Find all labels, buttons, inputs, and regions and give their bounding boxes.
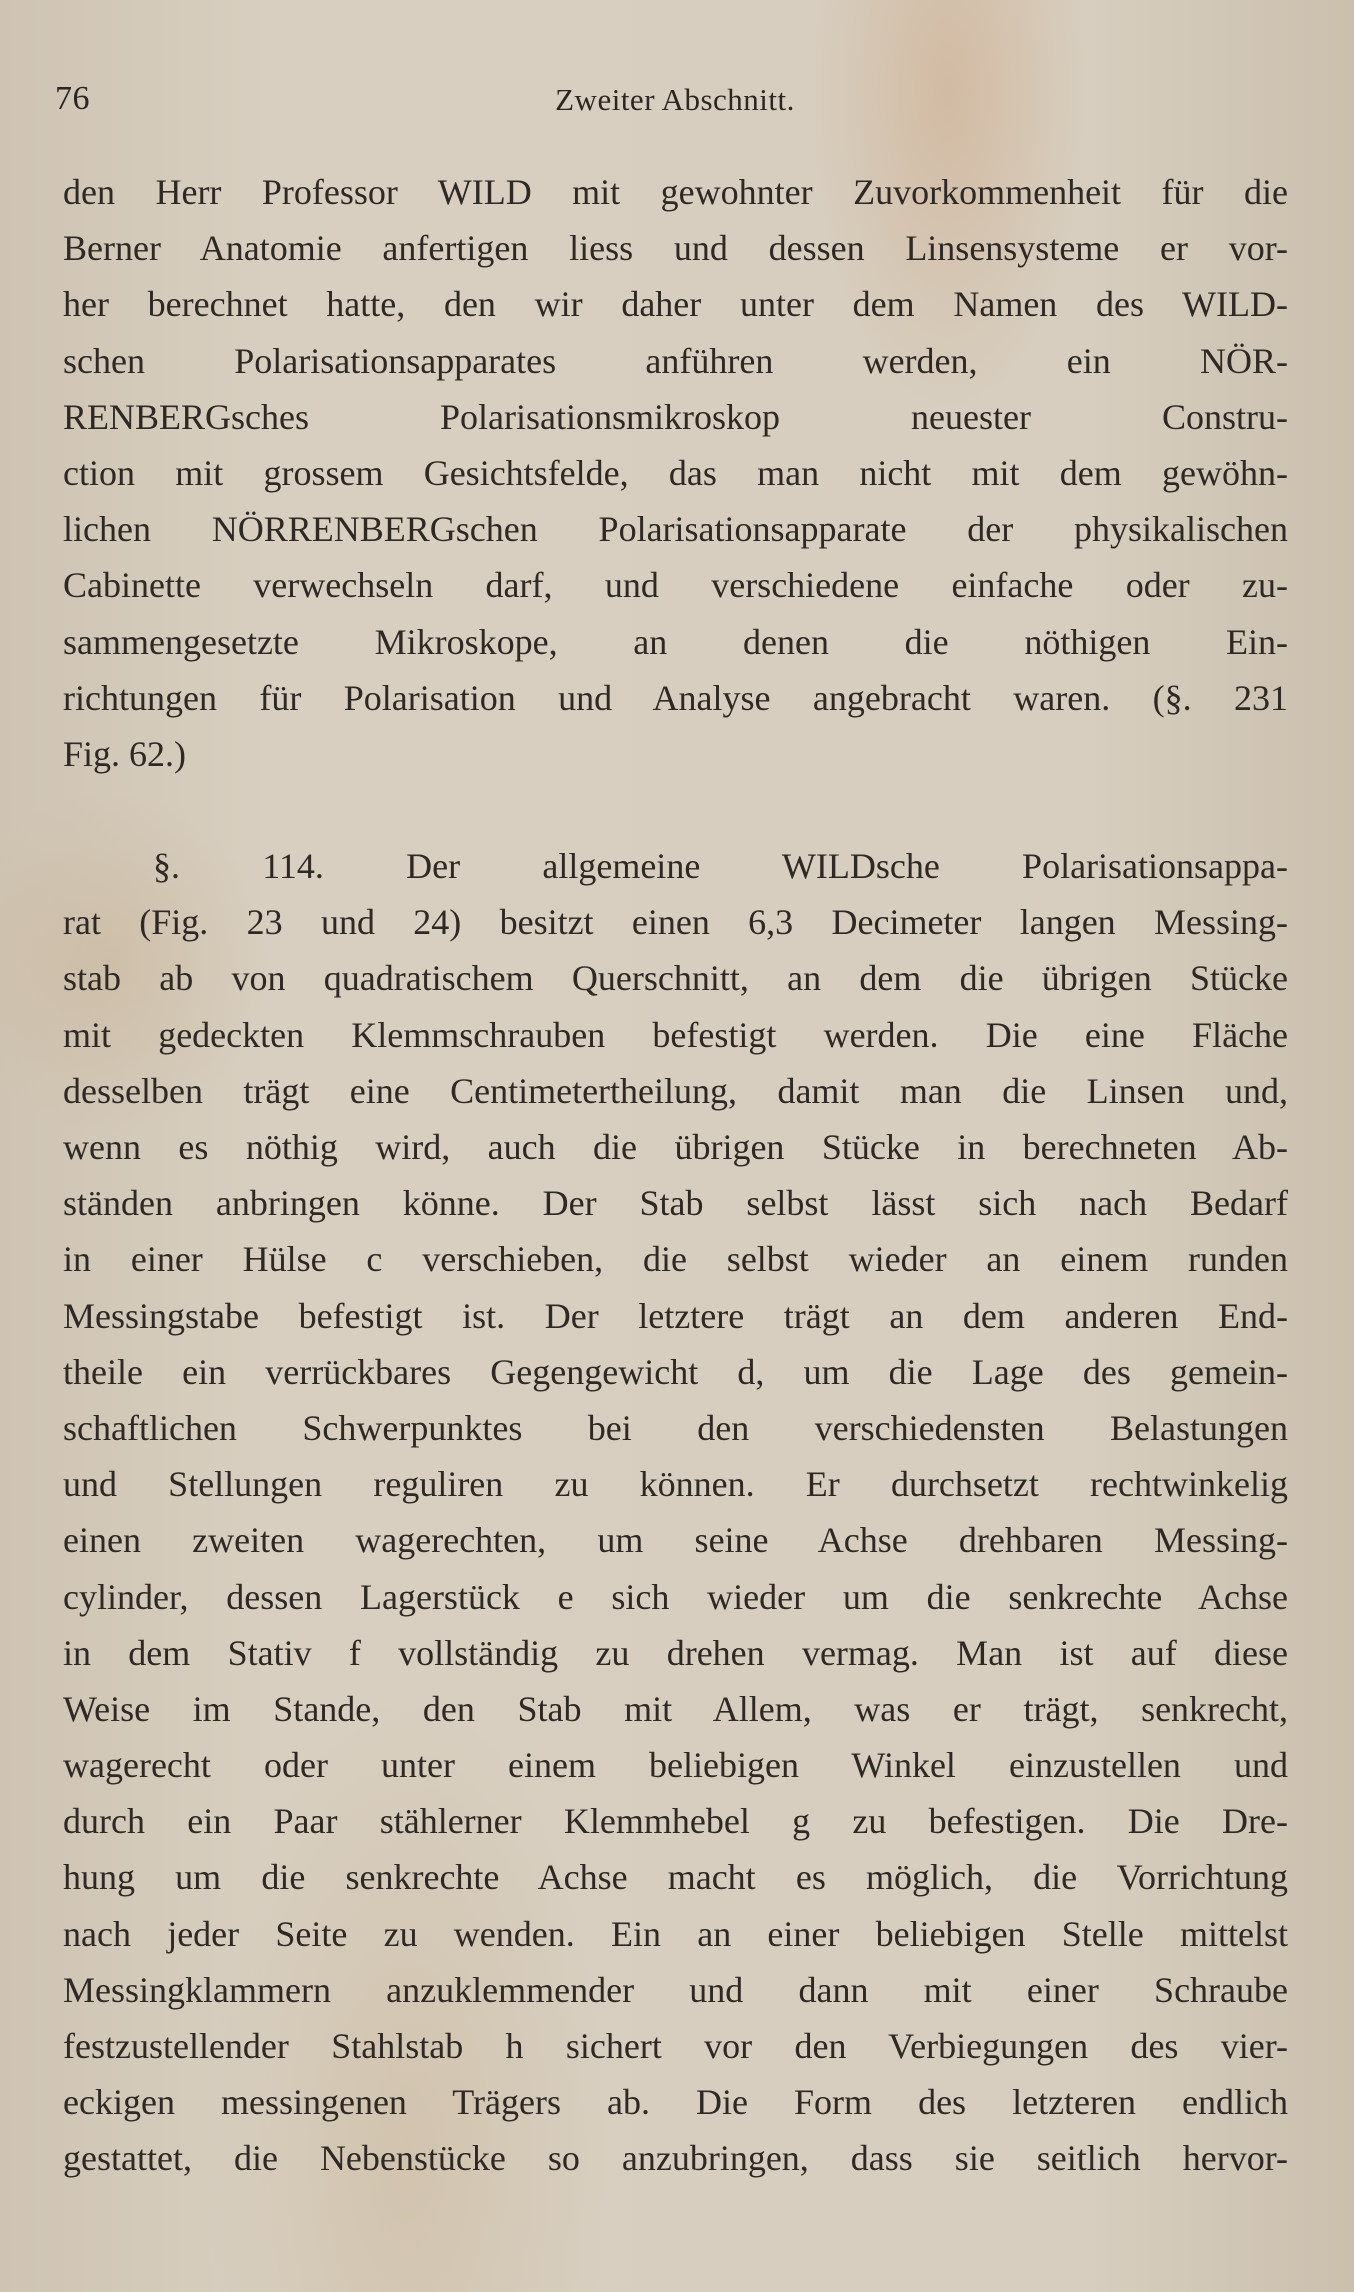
text-line: gestattet, die Nebenstücke so anzubringen, dass sie seitlich hervor-: [63, 2138, 1288, 2179]
text-line: Weise im Stande, den Stab mit Allem, was er trägt, senkrecht,: [63, 1688, 1288, 1729]
text-line: §. 114. Der allgemeine WILDsche Polarisationsappa-: [153, 846, 1288, 887]
text-line: festzustellender Stahlstab h sichert vor den Verbiegungen des vier-: [63, 2026, 1288, 2066]
text-line: ständen anbringen könne. Der Stab selbst lässt sich nach Bedarf: [63, 1183, 1288, 1224]
body-text: [63, 164, 1288, 2187]
paragraph-2: [63, 838, 1288, 2187]
text-line: wenn es nöthig wird, auch die übrigen Stücke in berechneten Ab-: [63, 1127, 1288, 1167]
text-line: RENBERGsches Polarisationsmikroskop neuester Constru-: [63, 396, 1288, 437]
running-head: Zweiter Abschnitt.: [555, 82, 795, 117]
text-line: desselben trägt eine Centimetertheilung, damit man die Linsen und,: [63, 1070, 1288, 1111]
text-line: cylinder, dessen Lagerstück e sich wieder um die senkrechte Achse: [63, 1576, 1288, 1617]
text-line: hung um die senkrechte Achse macht es möglich, die Vorrichtung: [63, 1857, 1288, 1898]
text-line: in dem Stativ f vollständig zu drehen vermag. Man ist auf diese: [63, 1632, 1288, 1673]
text-line: eckigen messingenen Trägers ab. Die Form des letzteren endlich: [63, 2082, 1288, 2123]
paragraph-gap: [63, 782, 1288, 838]
text-line: und Stellungen reguliren zu können. Er durchsetzt rechtwinkelig: [63, 1464, 1288, 1505]
text-line: sammengesetzte Mikroskope, an denen die nöthigen Ein-: [63, 621, 1288, 662]
text-line: richtungen für Polarisation und Analyse angebracht waren. (§. 231: [63, 677, 1288, 718]
text-line: wagerecht oder unter einem beliebigen Winkel einzustellen und: [63, 1745, 1288, 1786]
text-line: her berechnet hatte, den wir daher unter dem Namen des WILD-: [63, 284, 1288, 325]
page-header: [55, 80, 1295, 130]
text-line: durch ein Paar stählerner Klemmhebel g zu befestigen. Die Dre-: [63, 1801, 1288, 1842]
text-line: Cabinette verwechseln darf, und verschiedene einfache oder zu-: [63, 565, 1288, 606]
text-line: Messingstabe befestigt ist. Der letztere trägt an dem anderen End-: [63, 1295, 1288, 1336]
text-line: den Herr Professor WILD mit gewohnter Zuvorkommenheit für die: [63, 172, 1288, 212]
paragraph-1: [63, 164, 1288, 782]
page-number: 76: [55, 80, 90, 117]
text-line: theile ein verrückbares Gegengewicht d, um die Lage des gemein-: [63, 1351, 1288, 1392]
text-line: mit gedeckten Klemmschrauben befestigt werden. Die eine Fläche: [63, 1014, 1288, 1055]
text-line: stab ab von quadratischem Querschnitt, an dem die übrigen Stücke: [63, 958, 1288, 999]
text-line: ction mit grossem Gesichtsfelde, das man nicht mit dem gewöhn-: [63, 452, 1288, 493]
text-line: schaftlichen Schwerpunktes bei den verschiedensten Belastungen: [63, 1407, 1288, 1448]
text-line: rat (Fig. 23 und 24) besitzt einen 6,3 Decimeter langen Messing-: [63, 902, 1288, 943]
text-line: Messingklammern anzuklemmender und dann mit einer Schraube: [63, 1969, 1288, 2010]
text-line: lichen NÖRRENBERGschen Polarisationsapparate der physikalischen: [63, 509, 1288, 550]
text-line: schen Polarisationsapparates anführen werden, ein NÖR-: [63, 340, 1288, 381]
text-line: in einer Hülse c verschieben, die selbst wieder an einem runden: [63, 1239, 1288, 1280]
text-line: Berner Anatomie anfertigen liess und dessen Linsensysteme er vor-: [63, 228, 1288, 269]
text-line: einen zweiten wagerechten, um seine Achse drehbaren Messing-: [63, 1520, 1288, 1561]
text-line: nach jeder Seite zu wenden. Ein an einer beliebigen Stelle mittelst: [63, 1913, 1288, 1954]
text-line: Fig. 62.): [63, 733, 187, 774]
